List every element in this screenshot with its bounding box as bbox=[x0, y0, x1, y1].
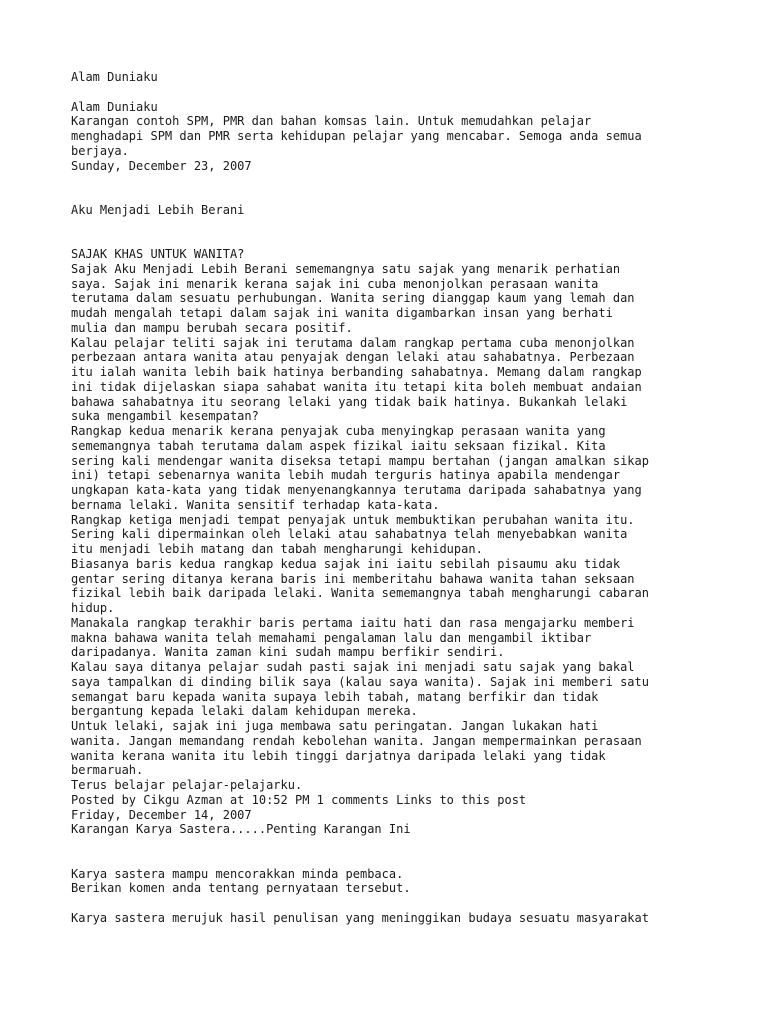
body-line: itu ialah wanita lebih baik hatinya berbanding sahabatnya. Memang dalam rangkap bbox=[71, 365, 642, 379]
body-line: ungkapan kata-kata yang tidak menyenangkannya terutama daripada sahabatnya yang bbox=[71, 483, 642, 497]
post-title: Aku Menjadi Lebih Berani bbox=[71, 202, 245, 217]
body-line: Berikan komen anda tentang pernyataan tersebut. bbox=[71, 881, 411, 896]
body-line: bermaruah. bbox=[71, 763, 144, 778]
body-line: Rangkap kedua menarik kerana penyajak cuba menyingkap perasaan wanita yang bbox=[71, 424, 606, 438]
body-line: mulia dan mampu berubah secara positif. bbox=[71, 320, 353, 335]
body-line: bahawa sahabatnya itu seorang lelaki yang tidak baik hatinya. Bukankah lelaki bbox=[71, 394, 628, 409]
post-title: Karangan Karya Sastera.....Penting Karangan Ini bbox=[71, 822, 411, 837]
body-line: Manakala rangkap terakhir baris pertama iaitu hati dan rasa mengajarku memberi bbox=[71, 615, 635, 630]
body-line: wanita. Jangan memandang rendah kebolehan wanita. Jangan mempermainkan perasaan bbox=[71, 733, 642, 748]
body-line: fizikal lebih baik daripada lelaki. Wanita sememangnya tabah mengharungi cabaran bbox=[71, 586, 649, 601]
post-footer: Posted by Cikgu Azman at 10:52 PM 1 comments Links to this post bbox=[71, 792, 527, 807]
body-line: mudah mengalah tetapi dalam sajak ini wanita digambarkan insan yang berhati bbox=[71, 306, 613, 320]
description-line: berjaya. bbox=[71, 143, 129, 158]
post-body bbox=[71, 247, 711, 793]
body-line: Kalau pelajar teliti sajak ini terutama dalam rangkap pertama cuba menonjolkan bbox=[71, 335, 635, 350]
body-line: saya tampalkan di dinding bilik saya (kalau saya wanita). Sajak ini memberi satu bbox=[71, 674, 649, 689]
blog-description bbox=[71, 114, 711, 158]
body-line: bergantung kepada lelaki dalam kehidupan mereka. bbox=[71, 704, 418, 719]
description-line: Karangan contoh SPM, PMR dan bahan komsas lain. Untuk memudahkan pelajar bbox=[71, 114, 592, 129]
body-line: ini) tetapi sebenarnya wanita lebih mudah terguris hatinya apabila mendengar bbox=[71, 468, 621, 483]
body-line: Untuk lelaki, sajak ini juga membawa satu peringatan. Jangan lukakan hati bbox=[71, 719, 599, 733]
body-line: Kalau saya ditanya pelajar sudah pasti sajak ini menjadi satu sajak yang bakal bbox=[71, 660, 635, 674]
body-line: terutama dalam sesuatu perhubungan. Wanita sering dianggap kaum yang lemah dan bbox=[71, 291, 635, 306]
body-line: suka mengambil kesempatan? bbox=[71, 409, 259, 424]
body-line: Karya sastera mampu mencorakkan minda pembaca. bbox=[71, 866, 404, 881]
document-page bbox=[71, 70, 711, 926]
body-line: Biasanya baris kedua rangkap kedua sajak ini iaitu sebilah pisaumu aku tidak bbox=[71, 556, 621, 571]
body-line: Sering kali dipermainkan oleh lelaki atau sahabatnya telah menyebabkan wanita bbox=[71, 527, 628, 542]
body-line: sememangnya tabah terutama dalam aspek fizikal iaitu seksaan fizikal. Kita bbox=[71, 438, 606, 453]
body-line: wanita kerana wanita itu lebih tinggi darjatnya daripada lelaki yang tidak bbox=[71, 748, 606, 763]
body-line: makna bahawa wanita telah memahami pengalaman lalu dan mengambil iktibar bbox=[71, 630, 592, 645]
body-line: hidup. bbox=[71, 601, 115, 615]
body-line: itu menjadi lebih matang dan tabah mengharungi kehidupan. bbox=[71, 542, 483, 556]
body-line: ini tidak dijelaskan siapa sahabat wanita itu tetapi kita boleh membuat andaian bbox=[71, 379, 642, 394]
body-line: saya. Sajak ini menarik kerana sajak ini cuba menonjolkan perasaan wanita bbox=[71, 276, 599, 291]
post-body bbox=[71, 867, 711, 897]
post-date: Sunday, December 23, 2007 bbox=[71, 158, 252, 173]
body-line: perbezaan antara wanita atau penyajak dengan lelaki atau sahabatnya. Perbezaan bbox=[71, 350, 635, 365]
body-line: sering kali mendengar wanita diseksa tetapi mampu bertahan (jangan amalkan sikap bbox=[71, 453, 649, 468]
body-line: semangat baru kepada wanita supaya lebih tabah, matang berfikir dan tidak bbox=[71, 689, 599, 704]
description-line: menghadapi SPM dan PMR serta kehidupan pelajar yang mencabar. Semoga anda semua bbox=[71, 129, 642, 143]
body-line: Terus belajar pelajar-pelajarku. bbox=[71, 778, 303, 792]
post-paragraph: Karya sastera merujuk hasil penulisan yang meninggikan budaya sesuatu masyarakat bbox=[71, 910, 649, 925]
body-line: Rangkap ketiga menjadi tempat penyajak untuk membuktikan perubahan wanita itu. bbox=[71, 512, 635, 527]
body-line: bernama lelaki. Wanita sensitif terhadap kata-kata. bbox=[71, 497, 440, 512]
body-line: daripadanya. Wanita zaman kini sudah mampu berfikir sendiri. bbox=[71, 645, 505, 660]
body-line: Sajak Aku Menjadi Lebih Berani sememangnya satu sajak yang menarik perhatian bbox=[71, 261, 621, 276]
blog-name: Alam Duniaku bbox=[71, 99, 158, 114]
body-line: gentar sering ditanya kerana baris ini memberitahu bahawa wanita tahan seksaan bbox=[71, 571, 635, 586]
document-title: Alam Duniaku bbox=[71, 70, 158, 84]
body-line: SAJAK KHAS UNTUK WANITA? bbox=[71, 247, 245, 261]
post-date: Friday, December 14, 2007 bbox=[71, 807, 252, 822]
